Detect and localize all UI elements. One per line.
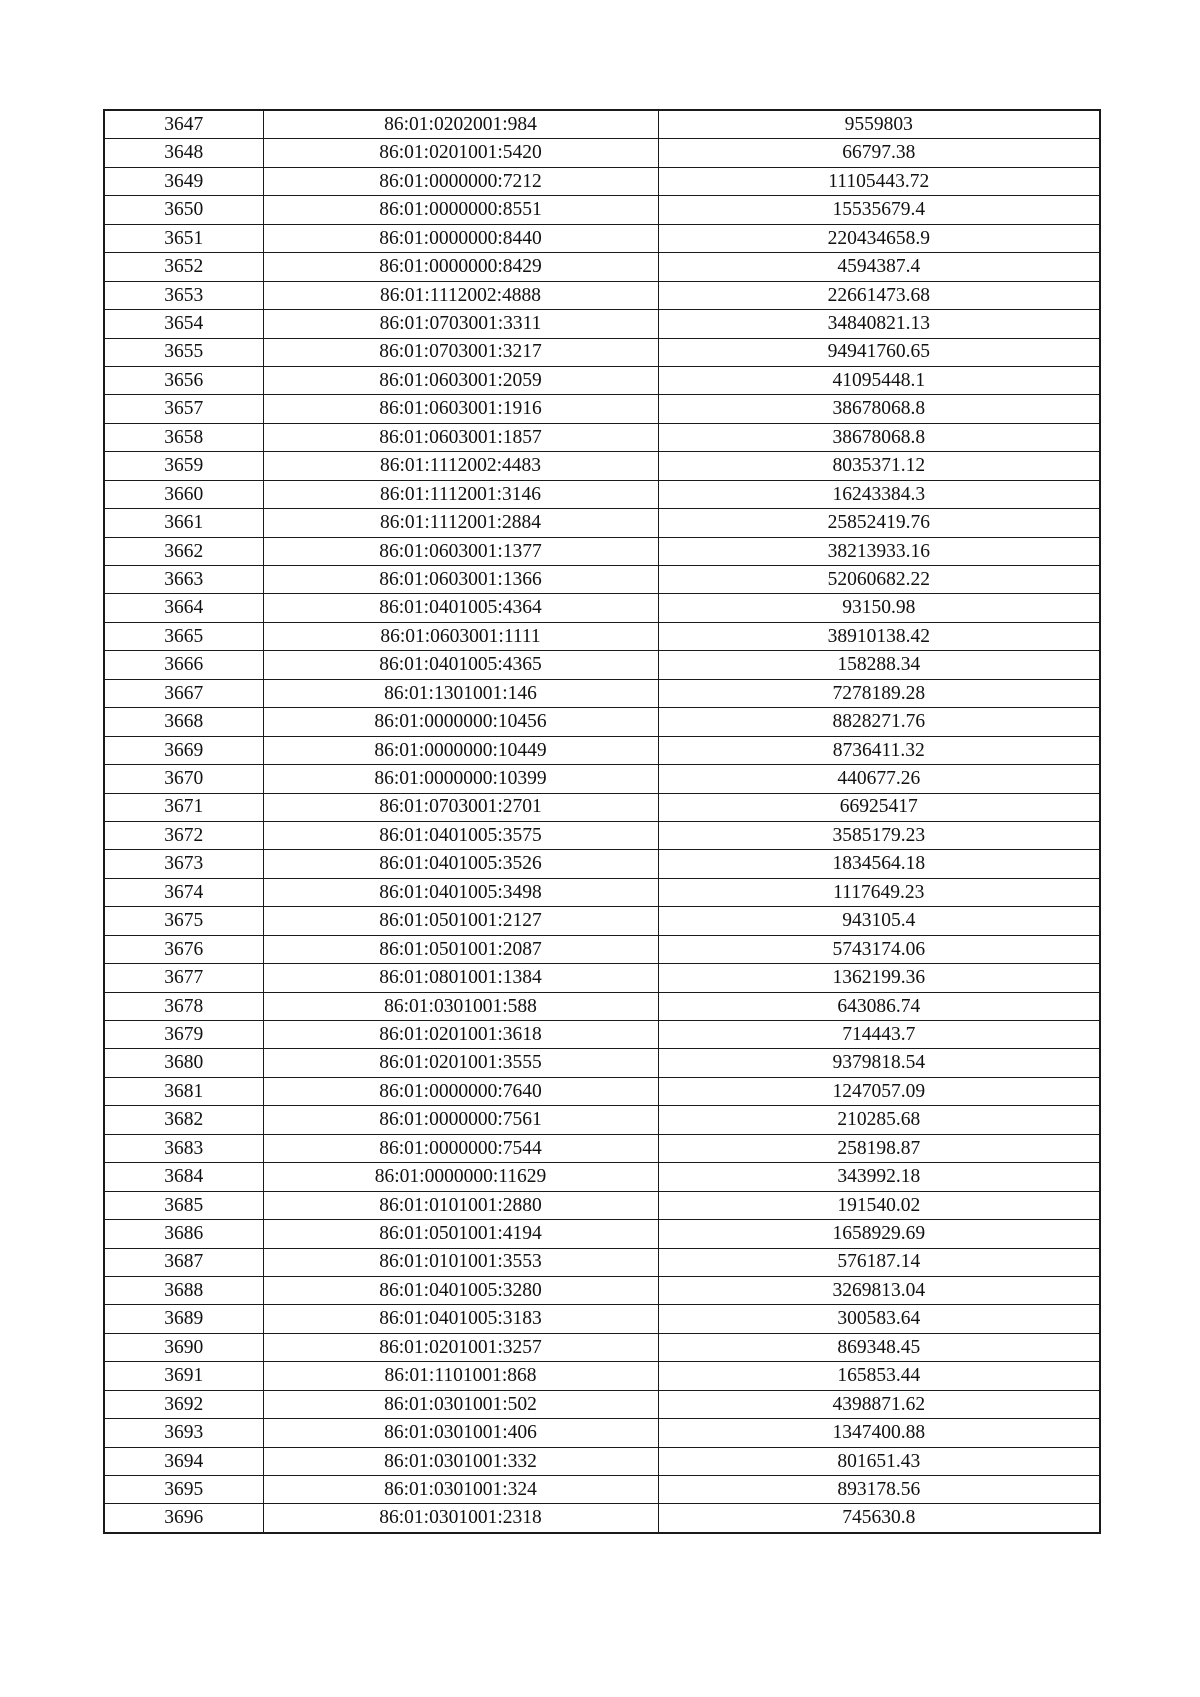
row-number-cell: 3666 [104,651,263,679]
table-row [104,196,1100,224]
row-number-cell: 3656 [104,366,263,394]
table-row [104,1106,1100,1134]
cadastral-number-cell: 86:01:0703001:2701 [263,793,658,821]
value-cell: 1247057.09 [658,1077,1100,1105]
value-cell: 440677.26 [658,765,1100,793]
row-number-cell: 3690 [104,1333,263,1361]
row-number-cell: 3696 [104,1504,263,1533]
row-number-cell: 3650 [104,196,263,224]
value-cell: 210285.68 [658,1106,1100,1134]
value-cell: 4398871.62 [658,1390,1100,1418]
cadastral-number-cell: 86:01:1301001:146 [263,679,658,707]
value-cell: 576187.14 [658,1248,1100,1276]
cadastral-number-cell: 86:01:0000000:7561 [263,1106,658,1134]
table-row [104,935,1100,963]
value-cell: 66797.38 [658,139,1100,167]
cadastral-number-cell: 86:01:0000000:8551 [263,196,658,224]
row-number-cell: 3659 [104,452,263,480]
table-row [104,1248,1100,1276]
row-number-cell: 3647 [104,110,263,139]
table-row [104,1134,1100,1162]
cadastral-number-cell: 86:01:0301001:332 [263,1447,658,1475]
table-row [104,708,1100,736]
value-cell: 93150.98 [658,594,1100,622]
value-cell: 38678068.8 [658,395,1100,423]
cadastral-number-cell: 86:01:0201001:3257 [263,1333,658,1361]
table-row [104,850,1100,878]
cadastral-number-cell: 86:01:0401005:3280 [263,1276,658,1304]
cadastral-number-cell: 86:01:0603001:1111 [263,622,658,650]
row-number-cell: 3684 [104,1163,263,1191]
row-number-cell: 3675 [104,907,263,935]
table-row [104,821,1100,849]
row-number-cell: 3671 [104,793,263,821]
table-row [104,679,1100,707]
value-cell: 3585179.23 [658,821,1100,849]
cadastral-number-cell: 86:01:0301001:2318 [263,1504,658,1533]
value-cell: 22661473.68 [658,281,1100,309]
table-row [104,992,1100,1020]
table-row [104,423,1100,451]
table-row [104,622,1100,650]
cadastral-number-cell: 86:01:1112002:4483 [263,452,658,480]
row-number-cell: 3661 [104,509,263,537]
row-number-cell: 3677 [104,964,263,992]
cadastral-number-cell: 86:01:0000000:11629 [263,1163,658,1191]
value-cell: 15535679.4 [658,196,1100,224]
table-row [104,1276,1100,1304]
cadastral-number-cell: 86:01:0401005:3183 [263,1305,658,1333]
value-cell: 258198.87 [658,1134,1100,1162]
row-number-cell: 3665 [104,622,263,650]
cadastral-number-cell: 86:01:0501001:4194 [263,1220,658,1248]
cadastral-number-cell: 86:01:0401005:4365 [263,651,658,679]
value-cell: 158288.34 [658,651,1100,679]
cadastral-number-cell: 86:01:0801001:1384 [263,964,658,992]
row-number-cell: 3676 [104,935,263,963]
table-row [104,1077,1100,1105]
value-cell: 8736411.32 [658,736,1100,764]
cadastral-number-cell: 86:01:0101001:3553 [263,1248,658,1276]
table-row [104,1049,1100,1077]
value-cell: 52060682.22 [658,566,1100,594]
table-row [104,224,1100,252]
row-number-cell: 3648 [104,139,263,167]
table-row [104,281,1100,309]
table-row [104,537,1100,565]
value-cell: 1117649.23 [658,878,1100,906]
cadastral-number-cell: 86:01:0401005:3498 [263,878,658,906]
value-cell: 38678068.8 [658,423,1100,451]
value-cell: 1362199.36 [658,964,1100,992]
value-cell: 41095448.1 [658,366,1100,394]
row-number-cell: 3674 [104,878,263,906]
cadastral-number-cell: 86:01:0703001:3217 [263,338,658,366]
row-number-cell: 3670 [104,765,263,793]
value-cell: 893178.56 [658,1476,1100,1504]
table-row [104,1333,1100,1361]
table-row [104,907,1100,935]
cadastral-number-cell: 86:01:0401005:3526 [263,850,658,878]
cadastral-number-cell: 86:01:0603001:2059 [263,366,658,394]
cadastral-number-cell: 86:01:0000000:8440 [263,224,658,252]
table-row [104,765,1100,793]
row-number-cell: 3679 [104,1021,263,1049]
row-number-cell: 3691 [104,1362,263,1390]
value-cell: 16243384.3 [658,480,1100,508]
table-row [104,452,1100,480]
cadastral-number-cell: 86:01:0101001:2880 [263,1191,658,1219]
table-row [104,509,1100,537]
table-row [104,1362,1100,1390]
table-row [104,878,1100,906]
value-cell: 745630.8 [658,1504,1100,1533]
row-number-cell: 3685 [104,1191,263,1219]
value-cell: 943105.4 [658,907,1100,935]
row-number-cell: 3662 [104,537,263,565]
row-number-cell: 3692 [104,1390,263,1418]
cadastral-number-cell: 86:01:1112001:3146 [263,480,658,508]
cadastral-number-cell: 86:01:0000000:10449 [263,736,658,764]
row-number-cell: 3694 [104,1447,263,1475]
table-row [104,253,1100,281]
cadastral-number-cell: 86:01:0603001:1857 [263,423,658,451]
row-number-cell: 3669 [104,736,263,764]
row-number-cell: 3663 [104,566,263,594]
cadastral-number-cell: 86:01:0201001:3618 [263,1021,658,1049]
row-number-cell: 3681 [104,1077,263,1105]
row-number-cell: 3673 [104,850,263,878]
table-row [104,1163,1100,1191]
row-number-cell: 3657 [104,395,263,423]
table-row [104,480,1100,508]
table-row [104,366,1100,394]
value-cell: 220434658.9 [658,224,1100,252]
value-cell: 343992.18 [658,1163,1100,1191]
table-row [104,395,1100,423]
table-row [104,167,1100,195]
cadastral-number-cell: 86:01:0603001:1366 [263,566,658,594]
cadastral-number-cell: 86:01:0000000:7544 [263,1134,658,1162]
table-row [104,1305,1100,1333]
value-cell: 34840821.13 [658,310,1100,338]
table-row [104,793,1100,821]
value-cell: 8828271.76 [658,708,1100,736]
cadastral-number-cell: 86:01:0000000:7640 [263,1077,658,1105]
cadastral-number-cell: 86:01:0202001:984 [263,110,658,139]
value-cell: 869348.45 [658,1333,1100,1361]
value-cell: 714443.7 [658,1021,1100,1049]
cadastral-number-cell: 86:01:1112001:2884 [263,509,658,537]
row-number-cell: 3695 [104,1476,263,1504]
row-number-cell: 3686 [104,1220,263,1248]
cadastral-number-cell: 86:01:0603001:1377 [263,537,658,565]
row-number-cell: 3664 [104,594,263,622]
row-number-cell: 3654 [104,310,263,338]
table-row [104,651,1100,679]
row-number-cell: 3651 [104,224,263,252]
cadastral-number-cell: 86:01:0000000:8429 [263,253,658,281]
row-number-cell: 3687 [104,1248,263,1276]
row-number-cell: 3682 [104,1106,263,1134]
row-number-cell: 3678 [104,992,263,1020]
table-row [104,1390,1100,1418]
cadastral-number-cell: 86:01:0301001:324 [263,1476,658,1504]
value-cell: 191540.02 [658,1191,1100,1219]
row-number-cell: 3683 [104,1134,263,1162]
row-number-cell: 3660 [104,480,263,508]
table-row [104,139,1100,167]
value-cell: 38910138.42 [658,622,1100,650]
cadastral-number-cell: 86:01:0501001:2087 [263,935,658,963]
value-cell: 38213933.16 [658,537,1100,565]
table-row [104,1191,1100,1219]
cadastral-number-cell: 86:01:0000000:10456 [263,708,658,736]
cadastral-number-cell: 86:01:0501001:2127 [263,907,658,935]
row-number-cell: 3680 [104,1049,263,1077]
registry-table [103,109,1101,1534]
value-cell: 11105443.72 [658,167,1100,195]
value-cell: 8035371.12 [658,452,1100,480]
cadastral-number-cell: 86:01:0401005:3575 [263,821,658,849]
cadastral-number-cell: 86:01:0401005:4364 [263,594,658,622]
registry-table-body [104,110,1100,1533]
table-row [104,110,1100,139]
value-cell: 9559803 [658,110,1100,139]
cadastral-number-cell: 86:01:1101001:868 [263,1362,658,1390]
value-cell: 7278189.28 [658,679,1100,707]
row-number-cell: 3667 [104,679,263,707]
row-number-cell: 3693 [104,1419,263,1447]
row-number-cell: 3672 [104,821,263,849]
row-number-cell: 3658 [104,423,263,451]
cadastral-number-cell: 86:01:0000000:7212 [263,167,658,195]
value-cell: 165853.44 [658,1362,1100,1390]
table-row [104,1447,1100,1475]
cadastral-number-cell: 86:01:0201001:3555 [263,1049,658,1077]
row-number-cell: 3652 [104,253,263,281]
value-cell: 3269813.04 [658,1276,1100,1304]
table-row [104,1504,1100,1533]
table-row [104,1021,1100,1049]
row-number-cell: 3653 [104,281,263,309]
value-cell: 5743174.06 [658,935,1100,963]
value-cell: 1658929.69 [658,1220,1100,1248]
cadastral-number-cell: 86:01:0301001:588 [263,992,658,1020]
value-cell: 801651.43 [658,1447,1100,1475]
value-cell: 4594387.4 [658,253,1100,281]
value-cell: 9379818.54 [658,1049,1100,1077]
cadastral-number-cell: 86:01:0603001:1916 [263,395,658,423]
row-number-cell: 3689 [104,1305,263,1333]
table-row [104,1419,1100,1447]
value-cell: 66925417 [658,793,1100,821]
row-number-cell: 3655 [104,338,263,366]
table-row [104,310,1100,338]
row-number-cell: 3649 [104,167,263,195]
value-cell: 643086.74 [658,992,1100,1020]
value-cell: 1347400.88 [658,1419,1100,1447]
table-row [104,1220,1100,1248]
cadastral-number-cell: 86:01:1112002:4888 [263,281,658,309]
value-cell: 1834564.18 [658,850,1100,878]
cadastral-number-cell: 86:01:0301001:406 [263,1419,658,1447]
value-cell: 300583.64 [658,1305,1100,1333]
value-cell: 94941760.65 [658,338,1100,366]
value-cell: 25852419.76 [658,509,1100,537]
row-number-cell: 3668 [104,708,263,736]
cadastral-number-cell: 86:01:0703001:3311 [263,310,658,338]
table-row [104,964,1100,992]
row-number-cell: 3688 [104,1276,263,1304]
cadastral-number-cell: 86:01:0000000:10399 [263,765,658,793]
table-row [104,736,1100,764]
table-row [104,594,1100,622]
cadastral-number-cell: 86:01:0201001:5420 [263,139,658,167]
table-row [104,1476,1100,1504]
table-row [104,566,1100,594]
cadastral-number-cell: 86:01:0301001:502 [263,1390,658,1418]
table-row [104,338,1100,366]
